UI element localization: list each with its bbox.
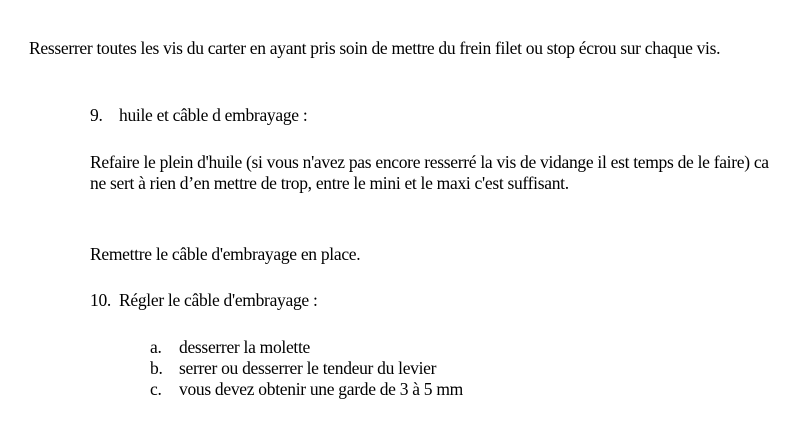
adjustment-steps-list: [150, 337, 750, 400]
section-9-number: 9.: [90, 105, 103, 125]
list-item: [150, 337, 750, 358]
step-c-text: vous devez obtenir une garde de 3 à 5 mm: [179, 379, 463, 399]
step-b-text: serrer ou desserrer le tendeur du levier: [179, 358, 437, 378]
section-10-heading: [90, 290, 770, 311]
section-9-title: huile et câble d embrayage :: [119, 105, 308, 125]
section-9-heading: [90, 105, 770, 126]
step-b-letter: b.: [150, 358, 163, 378]
list-item: [150, 358, 750, 379]
list-item: [150, 379, 750, 400]
step-a-letter: a.: [150, 337, 162, 357]
oil-paragraph: Refaire le plein d'huile (si vous n'avez pas encore resserré la vis de vidange il est temps de le faire) ca ne sert à rien d’en mettre de trop, entre le mini et le maxi c'est suffisant.: [90, 152, 769, 193]
section-10-number: 10.: [90, 290, 111, 310]
step-a-text: desserrer la molette: [179, 337, 311, 357]
section-10-title: Régler le câble d'embrayage :: [119, 290, 318, 310]
step-c-letter: c.: [150, 379, 162, 399]
intro-paragraph: Resserrer toutes les vis du carter en ayant pris soin de mettre du frein filet ou stop écrou sur chaque vis.: [29, 38, 721, 58]
cable-paragraph: Remettre le câble d'embrayage en place.: [90, 244, 361, 264]
